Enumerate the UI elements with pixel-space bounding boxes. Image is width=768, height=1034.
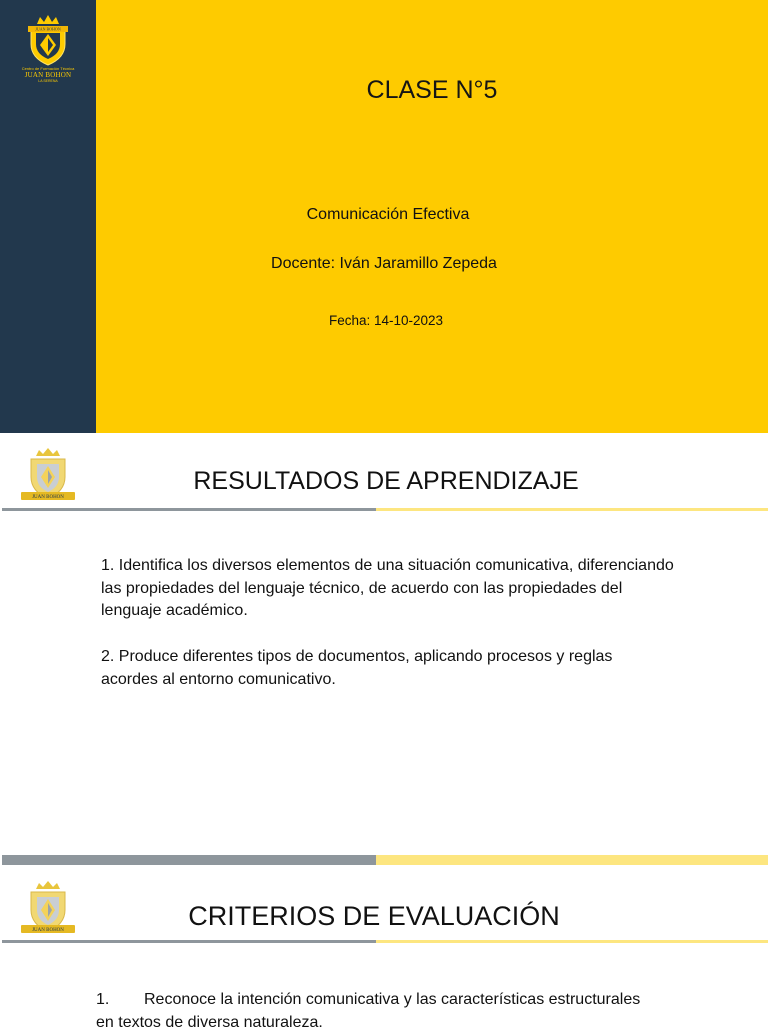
- class-title: CLASE N°5: [366, 76, 498, 104]
- logo-name: JUAN BOHON: [24, 71, 72, 79]
- slide-title: CRITERIOS DE EVALUACIÓN: [188, 901, 560, 931]
- criterion-number: 1.: [96, 991, 110, 1008]
- crest-ribbon-text: JUAN BOHON: [32, 495, 64, 500]
- logo-subtitle: Centro de Formación Técnica: [21, 66, 75, 71]
- title-slide-sidebar: [0, 0, 96, 433]
- title-divider-yellow: [376, 940, 768, 943]
- title-divider-grey: [2, 940, 376, 943]
- learning-outcome-2: 2. Produce diferentes tipos de documentos, aplicando procesos y reglas acordes al entorno comunicativo.: [101, 648, 613, 688]
- evaluation-criteria-slide: [0, 866, 768, 1031]
- institution-logo: [18, 14, 78, 84]
- teacher-name: Docente: Iván Jaramillo Zepeda: [271, 255, 497, 272]
- logo-city: LA SERENA: [38, 79, 58, 83]
- crest-ribbon-text: JUAN BOHON: [32, 928, 64, 933]
- criterion-1: [96, 989, 656, 1034]
- footer-bar-grey: [2, 855, 376, 865]
- class-date: Fecha: 14-10-2023: [328, 313, 444, 328]
- title-divider-yellow: [376, 508, 768, 511]
- title-divider-grey: [2, 508, 376, 511]
- slide-title: RESULTADOS DE APRENDIZAJE: [193, 467, 579, 495]
- title-slide: [0, 0, 768, 433]
- footer-bar-yellow: [376, 855, 768, 865]
- criterion-text: Reconoce la intención comunicativa y las características estructurales en textos de diversa naturaleza.: [96, 991, 641, 1031]
- learning-outcome-1: 1. Identifica los diversos elementos de una situación comunicativa, diferenciando las propiedades del lenguaje técnico, de acuerdo con las propiedades del lenguaje académico.: [101, 557, 674, 619]
- learning-outcomes-slide: [0, 433, 768, 864]
- course-name: Comunicación Efectiva: [306, 206, 470, 223]
- crest-icon: [23, 14, 73, 66]
- crest-ribbon-text: JUAN BOHON: [35, 26, 61, 32]
